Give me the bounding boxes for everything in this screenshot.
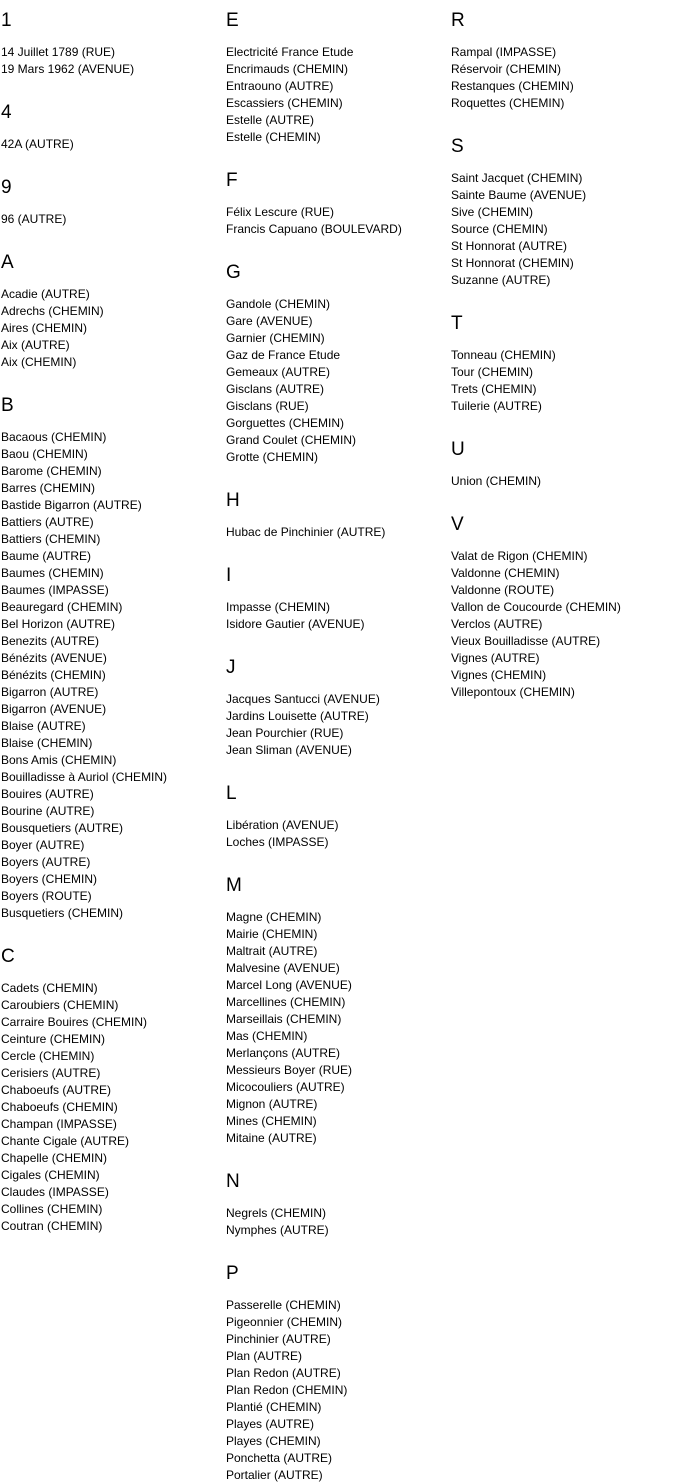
section-heading-F: F xyxy=(226,170,238,191)
street-entry: Bouilladisse à Auriol (CHEMIN) xyxy=(1,770,168,784)
street-entry: Plantié (CHEMIN) xyxy=(226,1400,322,1414)
street-entry: Estelle (CHEMIN) xyxy=(226,130,321,144)
street-entry: Hubac de Pinchinier (AUTRE) xyxy=(226,525,386,539)
street-entry: Battiers (AUTRE) xyxy=(1,515,94,529)
section-G xyxy=(226,262,451,466)
street-entry: Tour (CHEMIN) xyxy=(451,365,534,379)
street-entry: Merlançons (AUTRE) xyxy=(226,1046,341,1060)
section-H xyxy=(226,490,451,541)
street-entry: Saint Jacquet (CHEMIN) xyxy=(451,171,583,185)
street-entry: Bigarron (AUTRE) xyxy=(1,685,99,699)
section-U xyxy=(451,439,675,490)
street-entry: Chante Cigale (AUTRE) xyxy=(1,1134,130,1148)
street-entry: Malvesine (AVENUE) xyxy=(226,961,340,975)
street-entry: Bastide Bigarron (AUTRE) xyxy=(1,498,142,512)
street-entry: Entraouno (AUTRE) xyxy=(226,79,334,93)
street-entry: Jean Pourchier (RUE) xyxy=(226,726,344,740)
street-entry: Cerisiers (AUTRE) xyxy=(1,1066,101,1080)
street-entry: St Honnorat (AUTRE) xyxy=(451,239,568,253)
street-entry: Boyer (AUTRE) xyxy=(1,838,85,852)
street-entry: Impasse (CHEMIN) xyxy=(226,600,331,614)
street-entry: Chaboeufs (CHEMIN) xyxy=(1,1100,118,1114)
street-entry: 42A (AUTRE) xyxy=(1,137,74,151)
street-entry: Bouires (AUTRE) xyxy=(1,787,94,801)
street-entry: Tonneau (CHEMIN) xyxy=(451,348,556,362)
section-heading-4: 4 xyxy=(1,102,12,123)
section-I xyxy=(226,565,451,633)
street-entry: Benezits (AUTRE) xyxy=(1,634,100,648)
street-entry: Encrimauds (CHEMIN) xyxy=(226,62,349,76)
street-entry: Magne (CHEMIN) xyxy=(226,910,322,924)
street-entry: Blaise (CHEMIN) xyxy=(1,736,93,750)
street-entry: Jacques Santucci (AVENUE) xyxy=(226,692,380,706)
section-4 xyxy=(1,102,226,153)
street-entry: Francis Capuano (BOULEVARD) xyxy=(226,222,402,236)
street-entry: Mignon (AUTRE) xyxy=(226,1097,318,1111)
street-entry: Barome (CHEMIN) xyxy=(1,464,102,478)
street-entry: Ponchetta (AUTRE) xyxy=(226,1451,333,1465)
street-entry: Plan (AUTRE) xyxy=(226,1349,303,1363)
street-entry: Réservoir (CHEMIN) xyxy=(451,62,562,76)
street-entry: Baumes (IMPASSE) xyxy=(1,583,109,597)
street-entry: Aires (CHEMIN) xyxy=(1,321,87,335)
section-1 xyxy=(1,10,226,78)
section-E xyxy=(226,10,451,146)
street-entry: Bacaous (CHEMIN) xyxy=(1,430,107,444)
street-entry: Plan Redon (CHEMIN) xyxy=(226,1383,348,1397)
street-entry: Loches (IMPASSE) xyxy=(226,835,329,849)
street-entry: Union (CHEMIN) xyxy=(451,474,542,488)
street-entry: Tuilerie (AUTRE) xyxy=(451,399,542,413)
street-entry: Vignes (AUTRE) xyxy=(451,651,540,665)
street-entry: Playes (AUTRE) xyxy=(226,1417,315,1431)
street-entry: Cigales (CHEMIN) xyxy=(1,1168,100,1182)
street-entry: Boyers (AUTRE) xyxy=(1,855,91,869)
street-entry: Barres (CHEMIN) xyxy=(1,481,96,495)
street-entry: Gaz de France Etude xyxy=(226,348,341,362)
street-entry: Plan Redon (AUTRE) xyxy=(226,1366,341,1380)
street-entry: Bigarron (AVENUE) xyxy=(1,702,107,716)
section-A xyxy=(1,252,226,371)
street-entry: Nymphes (AUTRE) xyxy=(226,1223,329,1237)
street-entry: Champan (IMPASSE) xyxy=(1,1117,117,1131)
street-entry: Bel Horizon (AUTRE) xyxy=(1,617,116,631)
section-C xyxy=(1,946,226,1235)
street-entry: Gare (AVENUE) xyxy=(226,314,313,328)
street-entry: Jardins Louisette (AUTRE) xyxy=(226,709,369,723)
street-entry: Marcellines (CHEMIN) xyxy=(226,995,346,1009)
street-entry: Gemeaux (AUTRE) xyxy=(226,365,331,379)
street-entry: Escassiers (CHEMIN) xyxy=(226,96,343,110)
section-B xyxy=(1,395,226,922)
street-entry: Cercle (CHEMIN) xyxy=(1,1049,95,1063)
street-entry: Chapelle (CHEMIN) xyxy=(1,1151,108,1165)
street-entry: Bons Amis (CHEMIN) xyxy=(1,753,117,767)
street-entry: Electricité France Etude xyxy=(226,45,354,59)
section-heading-N: N xyxy=(226,1171,240,1192)
section-heading-L: L xyxy=(226,783,237,804)
street-entry: Cadets (CHEMIN) xyxy=(1,981,98,995)
street-entry: Gandole (CHEMIN) xyxy=(226,297,331,311)
street-entry: St Honnorat (CHEMIN) xyxy=(451,256,574,270)
street-entry: Valdonne (CHEMIN) xyxy=(451,566,560,580)
street-entry: Negrels (CHEMIN) xyxy=(226,1206,327,1220)
section-S xyxy=(451,136,675,289)
street-entry: Pigeonnier (CHEMIN) xyxy=(226,1315,343,1329)
street-entry: Mines (CHEMIN) xyxy=(226,1114,317,1128)
section-heading-T: T xyxy=(451,313,463,334)
street-entry: Beauregard (CHEMIN) xyxy=(1,600,123,614)
street-entry: Rampal (IMPASSE) xyxy=(451,45,557,59)
section-heading-J: J xyxy=(226,657,236,678)
section-heading-C: C xyxy=(1,946,15,967)
street-entry: Bénézits (AVENUE) xyxy=(1,651,107,665)
street-entry: Boyers (ROUTE) xyxy=(1,889,92,903)
street-entry: Messieurs Boyer (RUE) xyxy=(226,1063,353,1077)
street-entry: Baume (AUTRE) xyxy=(1,549,92,563)
street-entry: 14 Juillet 1789 (RUE) xyxy=(1,45,116,59)
section-heading-9: 9 xyxy=(1,177,12,198)
street-entry: Collines (CHEMIN) xyxy=(1,1202,103,1216)
street-entry: Grand Coulet (CHEMIN) xyxy=(226,433,357,447)
street-entry: Carraire Bouires (CHEMIN) xyxy=(1,1015,148,1029)
street-entry: Bourine (AUTRE) xyxy=(1,804,95,818)
section-heading-H: H xyxy=(226,490,240,511)
street-entry: Ceinture (CHEMIN) xyxy=(1,1032,106,1046)
street-entry: Mitaine (AUTRE) xyxy=(226,1131,317,1145)
street-entry: Bénézits (CHEMIN) xyxy=(1,668,106,682)
street-entry: Sainte Baume (AVENUE) xyxy=(451,188,587,202)
column-3 xyxy=(451,0,675,701)
street-entry: Adrechs (CHEMIN) xyxy=(1,304,104,318)
section-heading-V: V xyxy=(451,514,464,535)
street-entry: Vieux Bouilladisse (AUTRE) xyxy=(451,634,601,648)
street-entry: Gorguettes (CHEMIN) xyxy=(226,416,345,430)
street-entry: Jean Sliman (AVENUE) xyxy=(226,743,352,757)
street-entry: Acadie (AUTRE) xyxy=(1,287,90,301)
street-entry: Blaise (AUTRE) xyxy=(1,719,86,733)
street-entry: Micocouliers (AUTRE) xyxy=(226,1080,345,1094)
section-T xyxy=(451,313,675,415)
section-heading-B: B xyxy=(1,395,14,416)
street-entry: Claudes (IMPASSE) xyxy=(1,1185,109,1199)
street-entry: Mas (CHEMIN) xyxy=(226,1029,308,1043)
section-F xyxy=(226,170,451,238)
section-N xyxy=(226,1171,451,1239)
section-9 xyxy=(1,177,226,228)
street-entry: Félix Lescure (RUE) xyxy=(226,205,335,219)
section-J xyxy=(226,657,451,759)
street-entry: Vignes (CHEMIN) xyxy=(451,668,547,682)
street-entry: Restanques (CHEMIN) xyxy=(451,79,574,93)
section-heading-A: A xyxy=(1,252,14,273)
street-entry: Baou (CHEMIN) xyxy=(1,447,88,461)
section-heading-R: R xyxy=(451,10,465,31)
street-entry: Trets (CHEMIN) xyxy=(451,382,537,396)
section-P xyxy=(226,1263,451,1484)
street-entry: Vallon de Coucourde (CHEMIN) xyxy=(451,600,621,614)
street-entry: Verclos (AUTRE) xyxy=(451,617,543,631)
street-entry: Marcel Long (AVENUE) xyxy=(226,978,352,992)
street-entry: Busquetiers (CHEMIN) xyxy=(1,906,124,920)
street-entry: Roquettes (CHEMIN) xyxy=(451,96,565,110)
street-entry: 19 Mars 1962 (AVENUE) xyxy=(1,62,135,76)
street-entry: Caroubiers (CHEMIN) xyxy=(1,998,119,1012)
section-heading-E: E xyxy=(226,10,239,31)
street-entry: Valat de Rigon (CHEMIN) xyxy=(451,549,588,563)
street-entry: Garnier (CHEMIN) xyxy=(226,331,325,345)
section-V xyxy=(451,514,675,701)
street-entry: Sive (CHEMIN) xyxy=(451,205,534,219)
street-entry: Baumes (CHEMIN) xyxy=(1,566,104,580)
street-entry: Battiers (CHEMIN) xyxy=(1,532,101,546)
section-heading-P: P xyxy=(226,1263,239,1284)
section-R xyxy=(451,10,675,112)
street-entry: Isidore Gautier (AVENUE) xyxy=(226,617,365,631)
street-entry: Coutran (CHEMIN) xyxy=(1,1219,103,1233)
section-M xyxy=(226,875,451,1147)
street-entry: Playes (CHEMIN) xyxy=(226,1434,321,1448)
street-entry: Passerelle (CHEMIN) xyxy=(226,1298,341,1312)
street-entry: Chaboeufs (AUTRE) xyxy=(1,1083,112,1097)
street-entry: Suzanne (AUTRE) xyxy=(451,273,551,287)
section-heading-G: G xyxy=(226,262,241,283)
street-entry: Gisclans (AUTRE) xyxy=(226,382,325,396)
street-entry: Maltrait (AUTRE) xyxy=(226,944,318,958)
street-entry: 96 (AUTRE) xyxy=(1,212,67,226)
section-heading-I: I xyxy=(226,565,232,586)
section-heading-S: S xyxy=(451,136,464,157)
street-entry: Marseillais (CHEMIN) xyxy=(226,1012,342,1026)
street-entry: Villepontoux (CHEMIN) xyxy=(451,685,575,699)
street-entry: Estelle (AUTRE) xyxy=(226,113,315,127)
section-heading-1: 1 xyxy=(1,10,12,31)
street-entry: Mairie (CHEMIN) xyxy=(226,927,318,941)
street-entry: Pinchinier (AUTRE) xyxy=(226,1332,331,1346)
street-entry: Libération (AVENUE) xyxy=(226,818,339,832)
section-heading-M: M xyxy=(226,875,242,896)
section-L xyxy=(226,783,451,851)
street-entry: Aix (CHEMIN) xyxy=(1,355,77,369)
column-2 xyxy=(226,0,451,1484)
street-entry: Bousquetiers (AUTRE) xyxy=(1,821,124,835)
column-1 xyxy=(1,0,226,1235)
street-entry: Valdonne (ROUTE) xyxy=(451,583,555,597)
street-entry: Aix (AUTRE) xyxy=(1,338,70,352)
street-entry: Portalier (AUTRE) xyxy=(226,1468,323,1482)
street-entry: Grotte (CHEMIN) xyxy=(226,450,319,464)
street-entry: Source (CHEMIN) xyxy=(451,222,548,236)
section-heading-U: U xyxy=(451,439,465,460)
street-entry: Boyers (CHEMIN) xyxy=(1,872,98,886)
street-entry: Gisclans (RUE) xyxy=(226,399,309,413)
